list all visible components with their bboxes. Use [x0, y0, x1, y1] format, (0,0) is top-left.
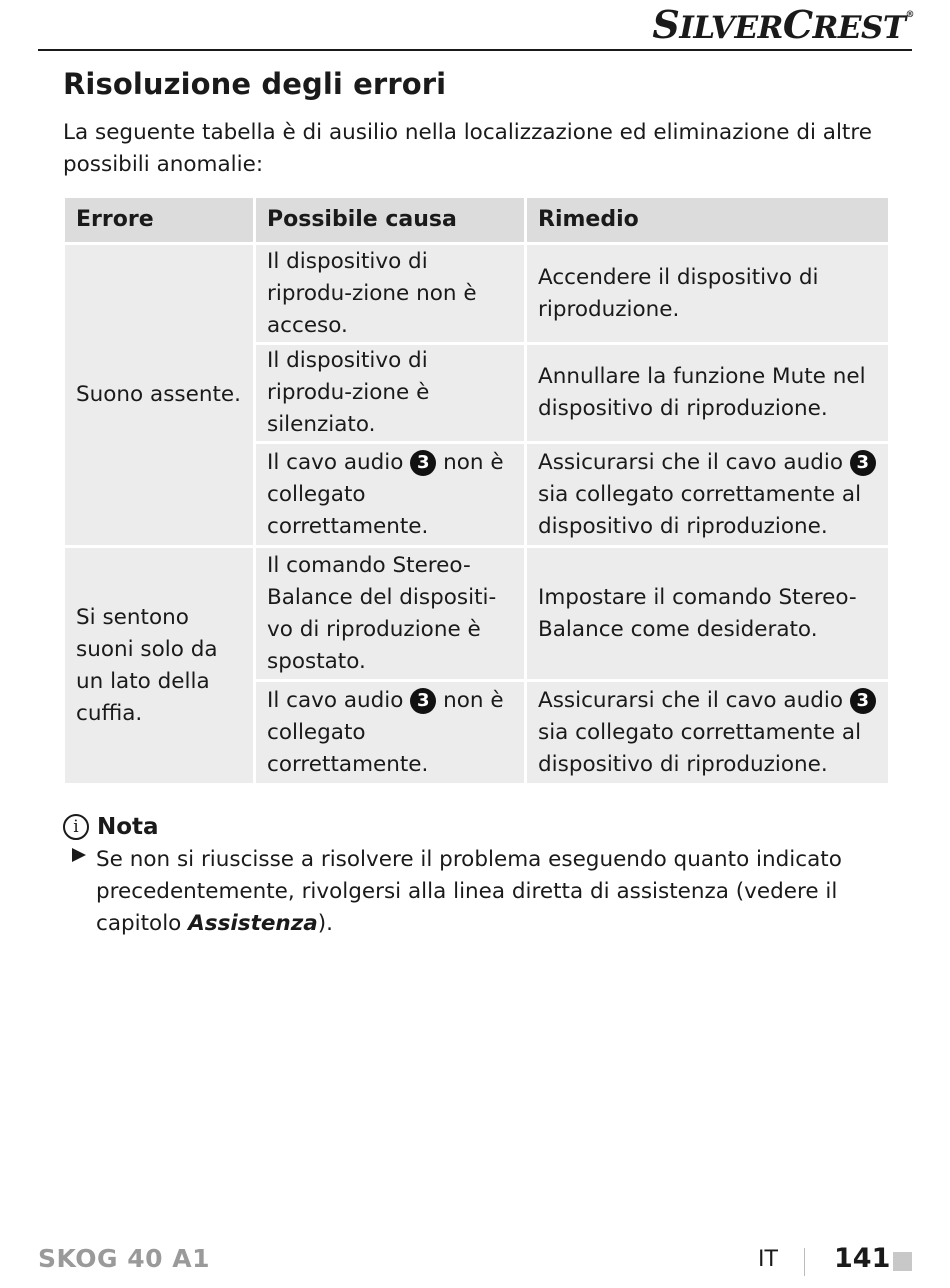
bullet-arrow-icon — [72, 848, 86, 862]
remedy-text: sia collegato correttamente al dispositivo di riproduzione. — [538, 719, 862, 777]
cause-cell: Il comando Stereo-Balance del dispositi-vo di riproduzione è spostato. — [255, 547, 526, 681]
intro-paragraph: La seguente tabella è di ausilio nella localizzazione ed eliminazione di altre possibili anomalie: — [63, 120, 872, 177]
table-row — [64, 547, 890, 681]
page-marker — [893, 1252, 912, 1271]
cause-cell: Il dispositivo di riprodu-zione non è acceso. — [255, 244, 526, 344]
remedy-cell: Annullare la funzione Mute nel dispositivo di riproduzione. — [526, 344, 890, 443]
cause-text: non è collegato correttamente. — [267, 687, 504, 777]
note-text-part: ). — [317, 911, 333, 936]
brand-logo: SILVERCREST® — [652, 2, 914, 47]
header-remedy: Rimedio — [526, 197, 890, 244]
remedy-cell — [526, 443, 890, 547]
part-number-badge: 3 — [850, 450, 876, 476]
footer-divider — [804, 1248, 805, 1276]
cause-cell — [255, 443, 526, 547]
error-cell: Si sentono suoni solo da un lato della cuffia. — [64, 547, 255, 785]
header-cause: Possibile causa — [255, 197, 526, 244]
remedy-text: Assicurarsi che il cavo audio — [538, 449, 843, 475]
header-rule — [38, 49, 912, 51]
note-heading-label: Nota — [97, 814, 159, 840]
chapter-reference: Assistenza — [188, 911, 318, 936]
header-error: Errore — [64, 197, 255, 244]
remedy-cell: Accendere il dispositivo di riproduzione. — [526, 244, 890, 344]
remedy-cell — [526, 681, 890, 785]
part-number-badge: 3 — [410, 450, 436, 476]
table-header-row — [64, 197, 890, 244]
error-cell: Suono assente. — [64, 244, 255, 547]
page-title: Risoluzione degli errori — [63, 67, 447, 101]
table-row — [64, 244, 890, 344]
cause-text: Il cavo audio — [267, 449, 404, 475]
cause-text: Il cavo audio — [267, 687, 404, 713]
note-text-part: Se non si riuscisse a risolvere il problema eseguendo quanto indicato precedentemente, rivolgersi alla linea diretta di assistenza (vedere il capitolo — [96, 847, 842, 936]
troubleshooting-table — [62, 195, 891, 786]
page-number: 141 — [834, 1243, 891, 1274]
note-heading — [63, 812, 159, 842]
footer-language: IT — [758, 1247, 778, 1272]
remedy-text: Assicurarsi che il cavo audio — [538, 687, 843, 713]
footer-model: SKOG 40 A1 — [38, 1244, 210, 1273]
cause-cell — [255, 681, 526, 785]
part-number-badge: 3 — [850, 688, 876, 714]
remedy-text: sia collegato correttamente al dispositivo di riproduzione. — [538, 481, 862, 539]
part-number-badge: 3 — [410, 688, 436, 714]
note-text — [96, 844, 896, 940]
cause-cell: Il dispositivo di riprodu-zione è silenziato. — [255, 344, 526, 443]
info-icon: i — [63, 814, 89, 840]
cause-text: non è collegato correttamente. — [267, 449, 504, 539]
remedy-cell: Impostare il comando Stereo-Balance come desiderato. — [526, 547, 890, 681]
